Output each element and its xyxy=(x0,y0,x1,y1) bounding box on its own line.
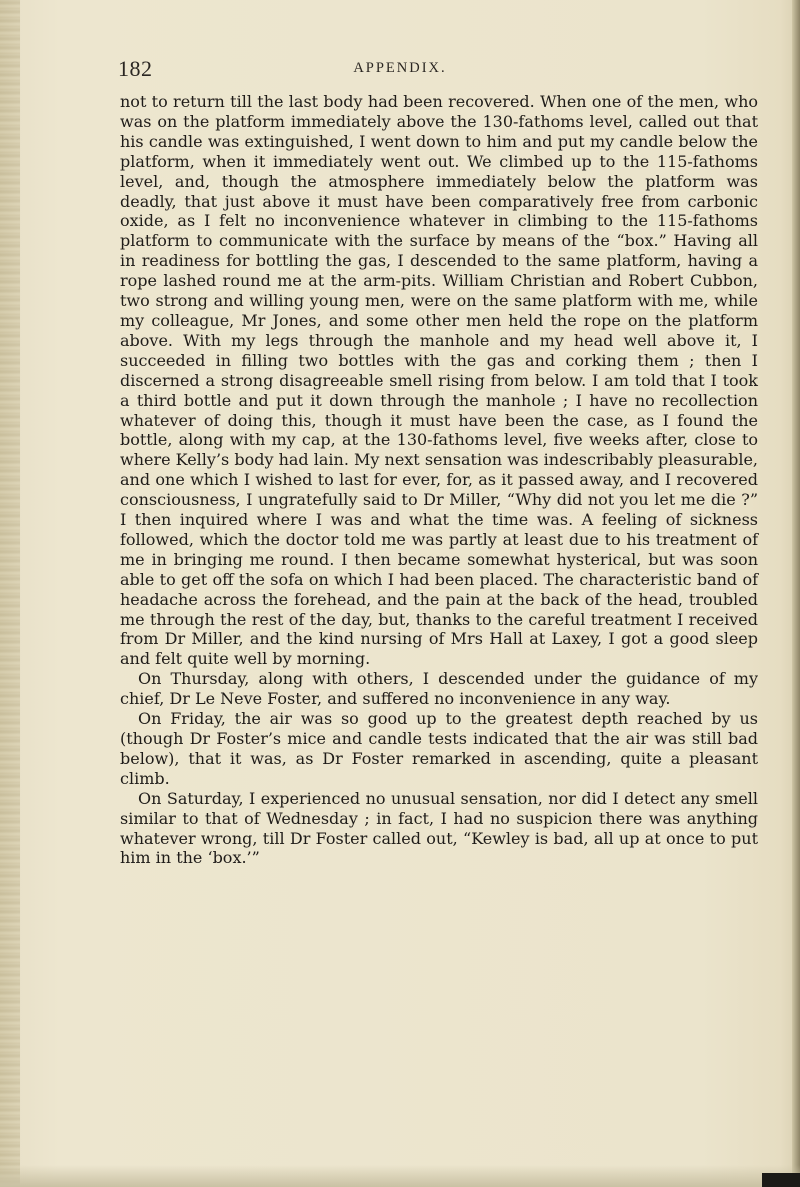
page-number: 182 xyxy=(118,56,153,81)
paragraph: not to return till the last body had been recovered. When one of the men, who was on the platform immediately above the 130-fathoms level, called out that his candle was extinguished, I went down to him and put my candle below the platform, when it immediately went out. We climbed up to the 115-fathoms level, and, though the atmosphere immediately below the platform was deadly, that just above it must have been comparatively free from carbonic oxide, as I felt no inconvenience whatever in climbing to the 115-fathoms platform to communicate with the surface by means of the “box.” Having all in readiness for bottling the gas, I descended to the same platform, having a rope lashed round me at the arm-pits. William Christian and Robert Cubbon, two strong and willing young men, were on the same platform with me, while my colleague, Mr Jones, and some other men held the rope on the platform above. With my legs through the manhole and my head well above it, I succeeded in filling two bottles with the gas and corking them ; then I discerned a strong disagreeable smell rising from below. I am told that I took a third bottle and put it down through the manhole ; I have no recollection whatever of doing this, though it must have been the case, as I found the bottle, along with my cap, at the 130-fathoms level, five weeks after, close to where Kelly’s body had lain. My next sensation was indescribably pleasurable, and one which I wished to last for ever, for, as it passed away, and I recovered consciousness, I ungratefully said to Dr Miller, “Why did not you let me die ?” I then inquired where I was and what the time was. A feeling of sickness followed, which the doctor told me was partly at least due to his treatment of me in bringing me round. I then became somewhat hysterical, but was soon able to get off the sofa on which I had been placed. The characteristic band of headache across the forehead, and the pain at the back of the head, troubled me through the rest of the day, but, thanks to the careful treatment I received from Dr Miller, and the kind nursing of Mrs Hall at Laxey, I got a good sleep and felt quite well by morning. xyxy=(120,92,758,669)
running-head: APPENDIX. xyxy=(353,60,447,76)
page-bottom-shadow xyxy=(0,1165,800,1187)
paragraph: On Saturday, I experienced no unusual sensation, nor did I detect any smell similar to that of Wednesday ; in fact, I had no suspicion there was anything whatever wrong, till Dr Foster called out, “Kewley is bad, all up at once to put him in the ‘box.’” xyxy=(120,788,758,868)
page-edge xyxy=(792,0,800,1187)
page-header xyxy=(0,0,800,90)
scan-corner xyxy=(762,1173,800,1187)
page-gutter xyxy=(0,0,20,1187)
paragraph: On Friday, the air was so good up to the greatest depth reached by us (though Dr Foster’s mice and candle tests indicated that the air was still bad below), that it was, as Dr Foster remarked in ascending, quite a pleasant climb. xyxy=(120,709,758,788)
body-text xyxy=(120,92,758,868)
paragraph: On Thursday, along with others, I descended under the guidance of my chief, Dr Le Neve Foster, and suffered no inconvenience in any way. xyxy=(120,669,758,709)
